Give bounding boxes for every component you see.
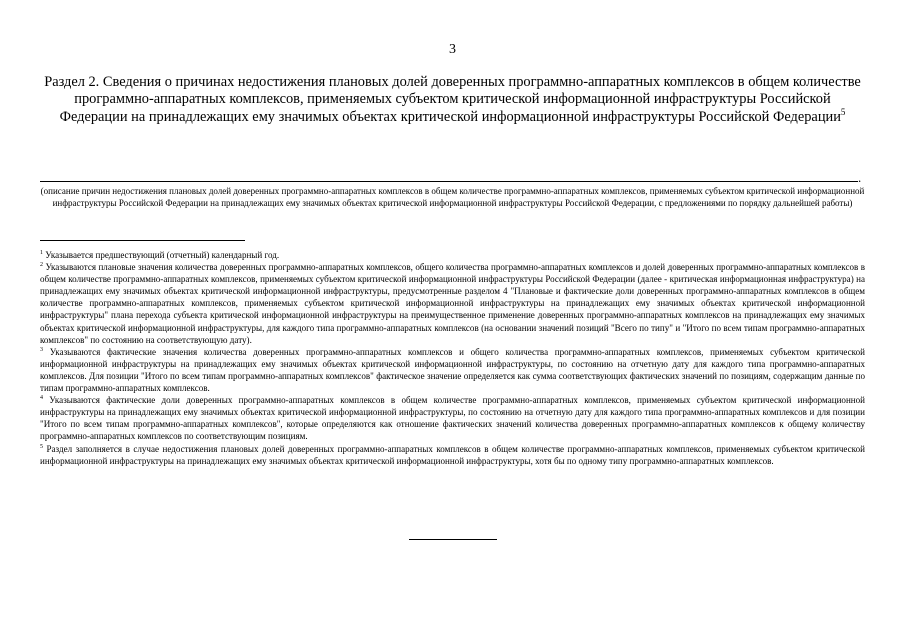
footnotes-block: [40, 249, 865, 467]
footnote-text: Указываются плановые значения количества доверенных программно-аппаратных комплексов, общего количества программно-аппаратных комплексов и долей доверенных программно-аппаратных комплексов в общем количестве программно-аппаратных комплексов, применяемых субъектом критической информационной инфраструктуры Российской Федерации (далее - критическая информационная инфраструктура) на принадлежащих ему значимых объектах критической информационной инфраструктуры, предусмотренные разделом 4 "Плановые и фактические доли доверенных программно-аппаратных комплексов в общем количестве программно-аппаратных комплексов, применяемых субъектом критической информационной инфраструктуры на принадлежащих ему значимых объектах критической информационной инфраструктуры" плана перехода субъекта критической информационной инфраструктуры на преимущественное применение доверенных программно-аппаратных комплексов на принадлежащих ему значимых объектах критической информационной инфраструктуры, для каждого типа программно-аппаратных комплексов (на основании значений позиций "Всего по типу" и "Итого по всем типам программно-аппаратных комплексов" по состоянию на соответствующую дату).: [40, 262, 865, 345]
footnote-marker: 5: [40, 443, 43, 450]
section-title-footnote-ref: 5: [840, 107, 846, 118]
footnote-marker: 1: [40, 249, 43, 256]
footnote-text: Указываются фактические значения количества доверенных программно-аппаратных комплексов и общего количества программно-аппаратных комплексов, применяемых субъектом критической информационной инфраструктуры на принадлежащих ему значимых объектах критической информационной инфраструктуры, по состоянию на отчетную дату для каждого типа программно-аппаратных комплексов. Для позиции "Итого по всем типам программно-аппаратных комплексов" фактическое значение определяется как сумма соответствующих фактических значений по позициям, содержащим данные по типам программно-аппаратных комплексов.: [40, 346, 865, 394]
description-fill-line: [40, 181, 858, 182]
footnote-3: [40, 346, 865, 394]
footnote-text: Раздел заполняется в случае недостижения плановых долей доверенных программно-аппаратных комплексов в общем количестве программно-аппаратных комплексов, применяемых субъектом критической информационной инфраструктуры на принадлежащих ему значимых объектах критической информационной инфраструктуры, хотя бы по одному типу программно-аппаратных комплексов.: [40, 443, 865, 466]
description-field-caption: (описание причин недостижения плановых долей доверенных программно-аппаратных комплексов в общем количестве программно-аппаратных комплексов, применяемых субъектом критической информационной инфраструктуры Российской Федерации на принадлежащих ему значимых объектах критической информационной инфраструктуры Российской Федерации, с предложениями по порядку дальнейшей работы): [40, 186, 865, 209]
section-title: [40, 74, 865, 126]
footnote-2: [40, 261, 865, 346]
footnote-text: Указывается предшествующий (отчетный) календарный год.: [43, 250, 280, 260]
page-number: 3: [449, 42, 456, 57]
footnote-4: [40, 394, 865, 442]
section-title-text: Раздел 2. Сведения о причинах недостижения плановых долей доверенных программно-аппаратных комплексов в общем количестве программно-аппаратных комплексов, применяемых субъектом критической информационной инфраструктуры Российской Федерации на принадлежащих ему значимых объектах критической информационной инфраструктуры Российской Федерации: [44, 74, 861, 125]
footnote-marker: 2: [40, 262, 43, 269]
footnote-marker: 4: [40, 395, 43, 402]
footnote-1: [40, 249, 865, 261]
end-of-document-rule: [409, 539, 497, 540]
footnote-separator: [40, 240, 245, 241]
fill-line-period: .: [858, 170, 862, 185]
footnote-marker: 3: [40, 346, 43, 353]
footnote-5: [40, 443, 865, 467]
footnote-text: Указываются фактические доли доверенных программно-аппаратных комплексов в общем количестве программно-аппаратных комплексов, применяемых субъектом критической информационной инфраструктуры на принадлежащих ему значимых объектах критической информационной инфраструктуры, по состоянию на отчетную дату для каждого типа программно-аппаратных комплексов и для позиции "Итого по всем типам программно-аппаратных комплексов", которые определяются как отношение фактических значений количества доверенных программно-аппаратных комплексов к общему количеству программно-аппаратных комплексов по соответствующим позициям.: [40, 395, 865, 442]
